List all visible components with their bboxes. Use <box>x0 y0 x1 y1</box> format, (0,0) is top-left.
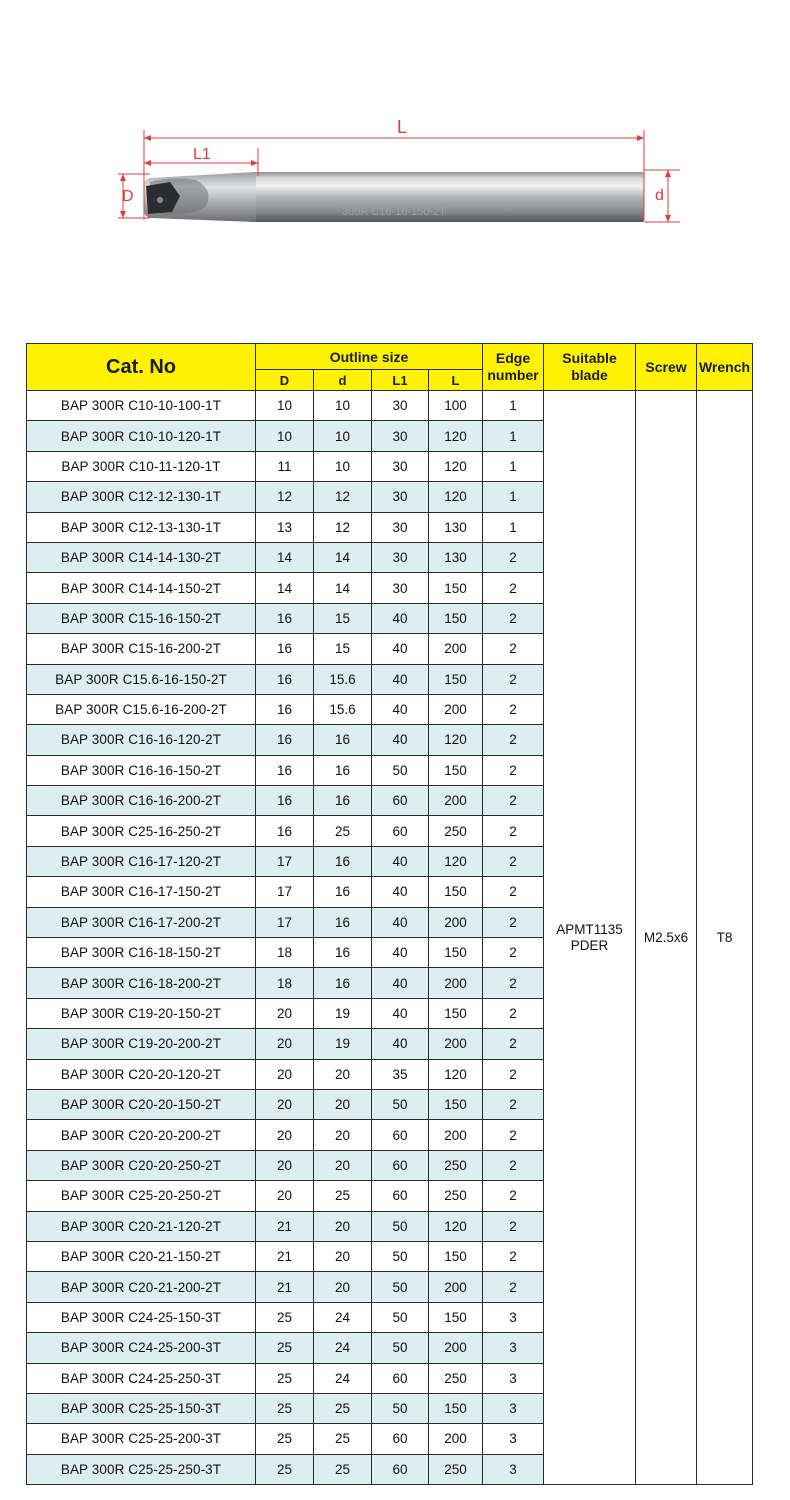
dim-label-D: D <box>122 188 134 205</box>
engraving: 300R C16-16-150-2T <box>342 206 446 218</box>
L1-cell: 50 <box>372 1211 429 1241</box>
L-cell: 130 <box>429 542 483 572</box>
L1-cell: 50 <box>372 755 429 785</box>
cat-no-cell: BAP 300R C16-17-200-2T <box>27 907 256 937</box>
L-cell: 250 <box>429 1454 483 1484</box>
L-cell: 150 <box>429 998 483 1028</box>
L1-cell: 60 <box>372 816 429 846</box>
L-cell: 100 <box>429 391 483 421</box>
d-cell: 14 <box>314 573 372 603</box>
cat-no-cell: BAP 300R C10-11-120-1T <box>27 451 256 481</box>
d-cell: 24 <box>314 1333 372 1363</box>
d-cell: 20 <box>314 1272 372 1302</box>
edge-number-cell: 1 <box>483 512 544 542</box>
D-cell: 21 <box>256 1272 314 1302</box>
edge-number-cell: 2 <box>483 938 544 968</box>
d-cell: 20 <box>314 1120 372 1150</box>
L-cell: 200 <box>429 694 483 724</box>
L-cell: 120 <box>429 421 483 451</box>
spec-table <box>26 343 752 1492</box>
cat-no-cell: BAP 300R C14-14-130-2T <box>27 542 256 572</box>
L1-cell: 50 <box>372 1393 429 1423</box>
cat-no-cell: BAP 300R C16-17-150-2T <box>27 877 256 907</box>
d-cell: 16 <box>314 907 372 937</box>
cat-no-cell: BAP 300R C24-25-250-3T <box>27 1363 256 1393</box>
L-cell: 250 <box>429 816 483 846</box>
L1-cell: 35 <box>372 1059 429 1089</box>
L-cell: 200 <box>429 1333 483 1363</box>
edge-number-cell: 2 <box>483 1181 544 1211</box>
blade-line2: PDER <box>570 937 609 953</box>
cat-no-cell: BAP 300R C25-25-250-3T <box>27 1454 256 1484</box>
tool-drawing <box>0 0 790 300</box>
D-cell: 13 <box>256 512 314 542</box>
cat-no-cell: BAP 300R C20-20-200-2T <box>27 1120 256 1150</box>
L-cell: 120 <box>429 1059 483 1089</box>
blade-line1: APMT1135 <box>556 921 623 937</box>
header-edge-line1: Edge <box>495 350 531 366</box>
D-cell: 20 <box>256 1181 314 1211</box>
cat-no-cell: BAP 300R C24-25-150-3T <box>27 1302 256 1332</box>
d-cell: 25 <box>314 816 372 846</box>
D-cell: 20 <box>256 1120 314 1150</box>
D-cell: 20 <box>256 1059 314 1089</box>
L-cell: 250 <box>429 1150 483 1180</box>
D-cell: 10 <box>256 421 314 451</box>
cat-no-cell: BAP 300R C25-20-250-2T <box>27 1181 256 1211</box>
d-cell: 20 <box>314 1059 372 1089</box>
D-cell: 14 <box>256 573 314 603</box>
header-blade-line1: Suitable <box>562 350 617 366</box>
edge-number-cell: 2 <box>483 877 544 907</box>
d-cell: 16 <box>314 725 372 755</box>
d-cell: 10 <box>314 391 372 421</box>
d-cell: 19 <box>314 998 372 1028</box>
d-cell: 14 <box>314 542 372 572</box>
L-cell: 200 <box>429 1120 483 1150</box>
L-cell: 120 <box>429 846 483 876</box>
dim-label-L1: L1 <box>193 146 211 163</box>
edge-number-cell: 2 <box>483 725 544 755</box>
cat-no-cell: BAP 300R C16-18-150-2T <box>27 938 256 968</box>
header-screw: Screw <box>636 344 697 391</box>
edge-number-cell: 3 <box>483 1424 544 1454</box>
edge-number-cell: 2 <box>483 1120 544 1150</box>
header-edge-line2: number <box>487 367 539 383</box>
D-cell: 16 <box>256 603 314 633</box>
header-D: D <box>256 370 314 391</box>
d-cell: 25 <box>314 1454 372 1484</box>
header-wrench: Wrench <box>697 344 753 391</box>
edge-number-cell: 1 <box>483 421 544 451</box>
L1-cell: 40 <box>372 938 429 968</box>
D-cell: 17 <box>256 907 314 937</box>
cat-no-cell: BAP 300R C15-16-200-2T <box>27 634 256 664</box>
L-cell: 150 <box>429 1089 483 1119</box>
d-cell: 15.6 <box>314 694 372 724</box>
L-cell: 200 <box>429 786 483 816</box>
L1-cell: 60 <box>372 1120 429 1150</box>
L1-cell: 30 <box>372 421 429 451</box>
L1-cell: 40 <box>372 877 429 907</box>
D-cell: 25 <box>256 1454 314 1484</box>
D-cell: 16 <box>256 664 314 694</box>
edge-number-cell: 2 <box>483 968 544 998</box>
L1-cell: 50 <box>372 1272 429 1302</box>
edge-number-cell: 2 <box>483 1029 544 1059</box>
cat-no-cell: BAP 300R C16-16-200-2T <box>27 786 256 816</box>
L-cell: 120 <box>429 1211 483 1241</box>
D-cell: 20 <box>256 998 314 1028</box>
d-cell: 20 <box>314 1150 372 1180</box>
D-cell: 21 <box>256 1211 314 1241</box>
L-cell: 120 <box>429 482 483 512</box>
cat-no-cell: BAP 300R C10-10-100-1T <box>27 391 256 421</box>
d-cell: 16 <box>314 877 372 907</box>
edge-number-cell: 2 <box>483 816 544 846</box>
cat-no-cell: BAP 300R C10-10-120-1T <box>27 421 256 451</box>
cat-no-cell: BAP 300R C20-21-150-2T <box>27 1241 256 1271</box>
insert-screw <box>157 197 163 203</box>
header-cat-no: Cat. No <box>27 344 256 391</box>
cat-no-cell: BAP 300R C16-16-120-2T <box>27 725 256 755</box>
D-cell: 16 <box>256 755 314 785</box>
L-cell: 150 <box>429 603 483 633</box>
L1-cell: 60 <box>372 786 429 816</box>
d-cell: 16 <box>314 968 372 998</box>
L1-cell: 60 <box>372 1454 429 1484</box>
dim-label-L: L <box>397 117 408 137</box>
L1-cell: 30 <box>372 573 429 603</box>
L-cell: 250 <box>429 1363 483 1393</box>
L1-cell: 60 <box>372 1363 429 1393</box>
L1-cell: 30 <box>372 391 429 421</box>
d-cell: 15 <box>314 634 372 664</box>
edge-number-cell: 3 <box>483 1454 544 1484</box>
L1-cell: 30 <box>372 542 429 572</box>
L-cell: 150 <box>429 664 483 694</box>
d-cell: 15 <box>314 603 372 633</box>
d-cell: 19 <box>314 1029 372 1059</box>
L1-cell: 30 <box>372 451 429 481</box>
cat-no-cell: BAP 300R C20-20-150-2T <box>27 1089 256 1119</box>
edge-number-cell: 2 <box>483 755 544 785</box>
edge-number-cell: 2 <box>483 1211 544 1241</box>
L-cell: 200 <box>429 1272 483 1302</box>
cat-no-cell: BAP 300R C14-14-150-2T <box>27 573 256 603</box>
D-cell: 25 <box>256 1333 314 1363</box>
D-cell: 25 <box>256 1424 314 1454</box>
header-L: L <box>429 370 483 391</box>
D-cell: 16 <box>256 694 314 724</box>
edge-number-cell: 2 <box>483 664 544 694</box>
L-cell: 120 <box>429 725 483 755</box>
L1-cell: 50 <box>372 1089 429 1119</box>
cat-no-cell: BAP 300R C19-20-150-2T <box>27 998 256 1028</box>
L1-cell: 40 <box>372 998 429 1028</box>
cat-no-cell: BAP 300R C20-21-120-2T <box>27 1211 256 1241</box>
tool-shank <box>250 172 644 222</box>
cat-no-cell: BAP 300R C15.6-16-150-2T <box>27 664 256 694</box>
L-cell: 200 <box>429 907 483 937</box>
D-cell: 10 <box>256 391 314 421</box>
d-cell: 16 <box>314 938 372 968</box>
cat-no-cell: BAP 300R C15-16-150-2T <box>27 603 256 633</box>
L1-cell: 40 <box>372 634 429 664</box>
edge-number-cell: 1 <box>483 451 544 481</box>
L1-cell: 40 <box>372 694 429 724</box>
edge-number-cell: 2 <box>483 907 544 937</box>
cat-no-cell: BAP 300R C16-18-200-2T <box>27 968 256 998</box>
L-cell: 150 <box>429 755 483 785</box>
L-cell: 150 <box>429 1393 483 1423</box>
L-cell: 200 <box>429 634 483 664</box>
L-cell: 150 <box>429 1302 483 1332</box>
D-cell: 18 <box>256 968 314 998</box>
L1-cell: 60 <box>372 1150 429 1180</box>
D-cell: 16 <box>256 725 314 755</box>
D-cell: 18 <box>256 938 314 968</box>
header-edge-number <box>483 344 544 391</box>
cat-no-cell: BAP 300R C24-25-200-3T <box>27 1333 256 1363</box>
L-cell: 150 <box>429 877 483 907</box>
table-row <box>27 391 753 421</box>
edge-number-cell: 2 <box>483 786 544 816</box>
cat-no-cell: BAP 300R C12-13-130-1T <box>27 512 256 542</box>
L1-cell: 60 <box>372 1424 429 1454</box>
cat-no-cell: BAP 300R C12-12-130-1T <box>27 482 256 512</box>
L-cell: 150 <box>429 1241 483 1271</box>
L1-cell: 40 <box>372 725 429 755</box>
edge-number-cell: 2 <box>483 1089 544 1119</box>
L1-cell: 50 <box>372 1302 429 1332</box>
d-cell: 12 <box>314 482 372 512</box>
edge-number-cell: 2 <box>483 573 544 603</box>
D-cell: 25 <box>256 1302 314 1332</box>
D-cell: 12 <box>256 482 314 512</box>
cat-no-cell: BAP 300R C16-16-150-2T <box>27 755 256 785</box>
cat-no-cell: BAP 300R C20-20-250-2T <box>27 1150 256 1180</box>
d-cell: 20 <box>314 1241 372 1271</box>
D-cell: 21 <box>256 1241 314 1271</box>
d-cell: 25 <box>314 1393 372 1423</box>
edge-number-cell: 2 <box>483 998 544 1028</box>
d-cell: 16 <box>314 755 372 785</box>
edge-number-cell: 2 <box>483 603 544 633</box>
d-cell: 20 <box>314 1211 372 1241</box>
edge-number-cell: 2 <box>483 1059 544 1089</box>
L-cell: 120 <box>429 451 483 481</box>
edge-number-cell: 3 <box>483 1302 544 1332</box>
d-cell: 16 <box>314 786 372 816</box>
cat-no-cell: BAP 300R C25-16-250-2T <box>27 816 256 846</box>
d-cell: 25 <box>314 1424 372 1454</box>
L1-cell: 50 <box>372 1333 429 1363</box>
edge-number-cell: 2 <box>483 846 544 876</box>
D-cell: 25 <box>256 1393 314 1423</box>
header-d: d <box>314 370 372 391</box>
L1-cell: 40 <box>372 968 429 998</box>
d-cell: 15.6 <box>314 664 372 694</box>
d-cell: 10 <box>314 421 372 451</box>
header-outline-size: Outline size <box>256 344 483 370</box>
L-cell: 200 <box>429 1029 483 1059</box>
d-cell: 24 <box>314 1302 372 1332</box>
L1-cell: 30 <box>372 482 429 512</box>
cat-no-cell: BAP 300R C25-25-150-3T <box>27 1393 256 1423</box>
d-cell: 16 <box>314 846 372 876</box>
L-cell: 150 <box>429 573 483 603</box>
L1-cell: 40 <box>372 907 429 937</box>
d-cell: 20 <box>314 1089 372 1119</box>
d-cell: 24 <box>314 1363 372 1393</box>
D-cell: 16 <box>256 786 314 816</box>
header-blade-line2: blade <box>571 367 608 383</box>
cat-no-cell: BAP 300R C15.6-16-200-2T <box>27 694 256 724</box>
edge-number-cell: 3 <box>483 1393 544 1423</box>
cat-no-cell: BAP 300R C20-20-120-2T <box>27 1059 256 1089</box>
edge-number-cell: 2 <box>483 1272 544 1302</box>
d-cell: 10 <box>314 451 372 481</box>
D-cell: 11 <box>256 451 314 481</box>
L1-cell: 40 <box>372 664 429 694</box>
L1-cell: 60 <box>372 1181 429 1211</box>
D-cell: 17 <box>256 877 314 907</box>
L1-cell: 50 <box>372 1241 429 1271</box>
L1-cell: 40 <box>372 846 429 876</box>
D-cell: 16 <box>256 634 314 664</box>
L1-cell: 30 <box>372 512 429 542</box>
edge-number-cell: 1 <box>483 482 544 512</box>
edge-number-cell: 2 <box>483 694 544 724</box>
edge-number-cell: 2 <box>483 1150 544 1180</box>
L-cell: 150 <box>429 938 483 968</box>
edge-number-cell: 3 <box>483 1363 544 1393</box>
cat-no-cell: BAP 300R C25-25-200-3T <box>27 1424 256 1454</box>
wrench-cell: T8 <box>697 391 753 1485</box>
header-L1: L1 <box>372 370 429 391</box>
L-cell: 200 <box>429 1424 483 1454</box>
L-cell: 200 <box>429 968 483 998</box>
screw-cell: M2.5x6 <box>636 391 697 1485</box>
D-cell: 25 <box>256 1363 314 1393</box>
L-cell: 250 <box>429 1181 483 1211</box>
edge-number-cell: 3 <box>483 1333 544 1363</box>
d-cell: 12 <box>314 512 372 542</box>
D-cell: 20 <box>256 1089 314 1119</box>
edge-number-cell: 2 <box>483 542 544 572</box>
cat-no-cell: BAP 300R C19-20-200-2T <box>27 1029 256 1059</box>
D-cell: 14 <box>256 542 314 572</box>
D-cell: 17 <box>256 846 314 876</box>
suitable-blade-cell <box>544 391 636 1485</box>
D-cell: 16 <box>256 816 314 846</box>
edge-number-cell: 2 <box>483 634 544 664</box>
L1-cell: 40 <box>372 603 429 633</box>
L-cell: 130 <box>429 512 483 542</box>
L1-cell: 40 <box>372 1029 429 1059</box>
header-suitable-blade <box>544 344 636 391</box>
edge-number-cell: 2 <box>483 1241 544 1271</box>
cat-no-cell: BAP 300R C16-17-120-2T <box>27 846 256 876</box>
D-cell: 20 <box>256 1029 314 1059</box>
d-cell: 25 <box>314 1181 372 1211</box>
dim-label-d: d <box>655 187 664 204</box>
cat-no-cell: BAP 300R C20-21-200-2T <box>27 1272 256 1302</box>
edge-number-cell: 1 <box>483 391 544 421</box>
D-cell: 20 <box>256 1150 314 1180</box>
